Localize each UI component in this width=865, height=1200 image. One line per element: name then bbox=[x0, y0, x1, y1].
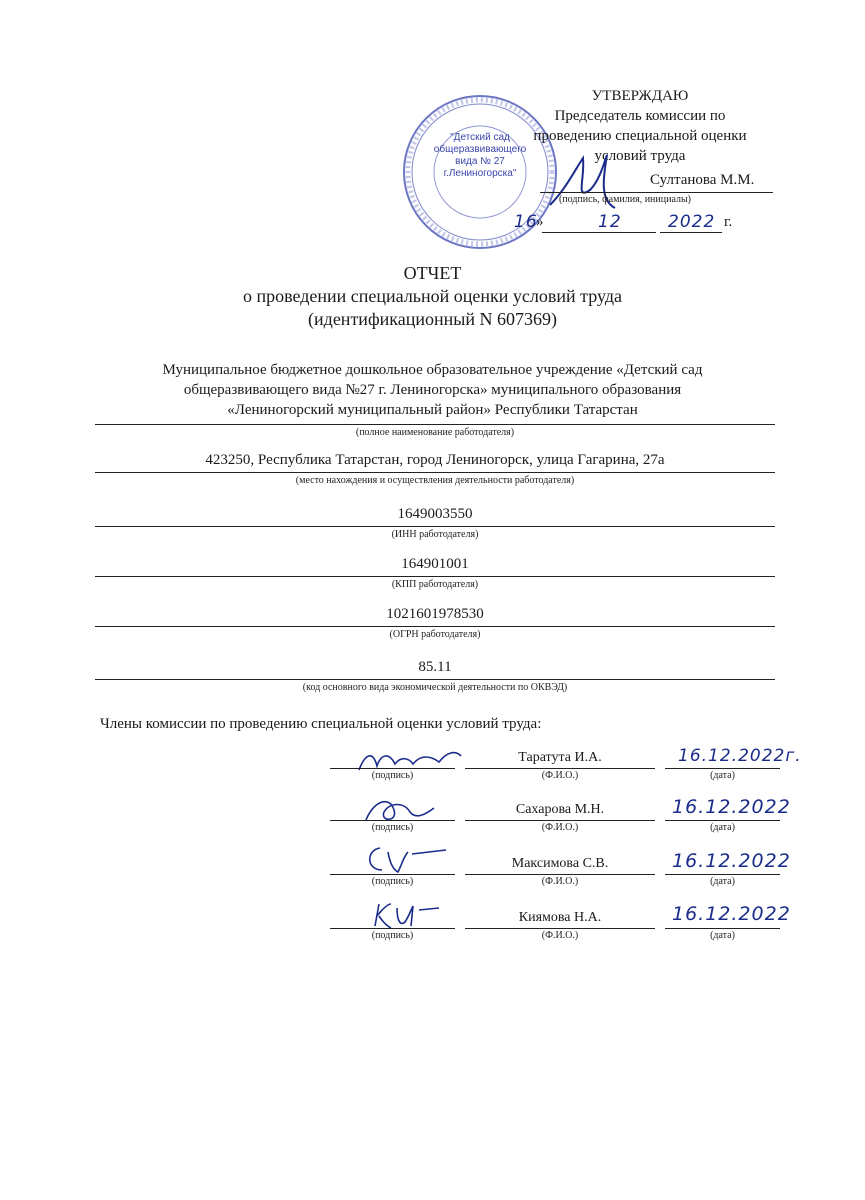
employer-name-3: «Лениногорский муниципальный район» Республики Татарстан bbox=[227, 402, 638, 418]
employer-address: 423250, Республика Татарстан, город Лениногорск, улица Гагарина, 27а bbox=[205, 452, 665, 468]
employer-inn-caption: (ИНН работодателя) bbox=[391, 529, 479, 540]
member-3-date-caption: (дата) bbox=[710, 876, 735, 887]
member-1-date-caption: (дата) bbox=[710, 770, 735, 781]
approval-position-2: проведению специальной оценки bbox=[533, 128, 747, 144]
approval-block bbox=[490, 86, 790, 166]
approval-date-day: 16 bbox=[514, 212, 538, 232]
member-4-signature bbox=[365, 898, 445, 932]
member-2-date-caption: (дата) bbox=[710, 822, 735, 833]
member-1-sign-caption: (подпись) bbox=[371, 770, 414, 781]
member-4-date: 16.12.2022 bbox=[672, 903, 791, 925]
approval-date-month: 12 bbox=[598, 212, 622, 232]
member-2-sign-caption: (подпись) bbox=[371, 822, 414, 833]
member-4-name: Киямова Н.А. bbox=[518, 910, 602, 925]
member-1-name: Таратута И.А. bbox=[518, 750, 602, 765]
employer-inn: 1649003550 bbox=[397, 506, 473, 522]
stamp-line-1: "Детский сад bbox=[450, 132, 510, 143]
report-subtitle: о проведении специальной оценки условий труда bbox=[242, 286, 623, 306]
approval-quote-close: » bbox=[536, 214, 544, 230]
employer-name-block bbox=[60, 360, 805, 420]
chairman-sign-caption: (подпись, фамилия, инициалы) bbox=[558, 194, 692, 205]
employer-name-2: общеразвивающего вида №27 г. Лениногорска» муниципального образования bbox=[183, 382, 682, 398]
approval-position-3: условий труда bbox=[594, 148, 686, 164]
employer-okved-caption: (код основного вида экономической деятельности по ОКВЭД) bbox=[302, 682, 568, 693]
employer-ogrn: 1021601978530 bbox=[386, 606, 484, 622]
employer-kpp-caption: (КПП работодателя) bbox=[391, 579, 479, 590]
member-3-signature bbox=[360, 842, 450, 876]
member-1-name-caption: (Ф.И.О.) bbox=[541, 770, 579, 781]
approval-position-1: Председатель комиссии по bbox=[554, 108, 726, 124]
approval-date-year: 2022 bbox=[668, 212, 716, 232]
member-4-date-caption: (дата) bbox=[710, 930, 735, 941]
employer-name-caption: (полное наименование работодателя) bbox=[355, 427, 515, 438]
member-4-name-caption: (Ф.И.О.) bbox=[541, 930, 579, 941]
employer-name-1: Муниципальное бюджетное дошкольное образовательное учреждение «Детский сад bbox=[162, 362, 703, 378]
member-3-sign-caption: (подпись) bbox=[371, 876, 414, 887]
report-id: (идентификационный N 607369) bbox=[308, 309, 557, 329]
stamp-line-3: вида № 27 bbox=[455, 156, 505, 167]
member-4-sign-caption: (подпись) bbox=[371, 930, 414, 941]
approval-title: УТВЕРЖДАЮ bbox=[591, 88, 689, 104]
report-title-block bbox=[0, 262, 865, 331]
chairman-name: Султанова М.М. bbox=[650, 172, 755, 188]
approval-year-suffix: г. bbox=[724, 214, 733, 230]
commission-heading: Члены комиссии по проведению специальной оценки условий труда: bbox=[100, 716, 542, 732]
member-2-name-caption: (Ф.И.О.) bbox=[541, 822, 579, 833]
report-title: ОТЧЕТ bbox=[403, 263, 462, 283]
employer-address-caption: (место нахождения и осуществления деятельности работодателя) bbox=[295, 475, 575, 486]
chairman-signature bbox=[545, 150, 635, 220]
member-3-name-caption: (Ф.И.О.) bbox=[541, 876, 579, 887]
member-2-date: 16.12.2022 bbox=[672, 796, 791, 818]
employer-ogrn-caption: (ОГРН работодателя) bbox=[389, 629, 481, 640]
member-1-date: 16.12.2022г. bbox=[678, 746, 802, 766]
employer-kpp: 164901001 bbox=[401, 556, 469, 572]
member-3-name: Максимова С.В. bbox=[511, 856, 609, 871]
stamp-line-4: г.Лениногорска" bbox=[443, 168, 517, 179]
employer-okved: 85.11 bbox=[418, 659, 452, 675]
member-2-name: Сахарова М.Н. bbox=[515, 802, 605, 817]
stamp-line-2: общеразвивающего bbox=[433, 144, 527, 155]
member-3-date: 16.12.2022 bbox=[672, 850, 791, 872]
